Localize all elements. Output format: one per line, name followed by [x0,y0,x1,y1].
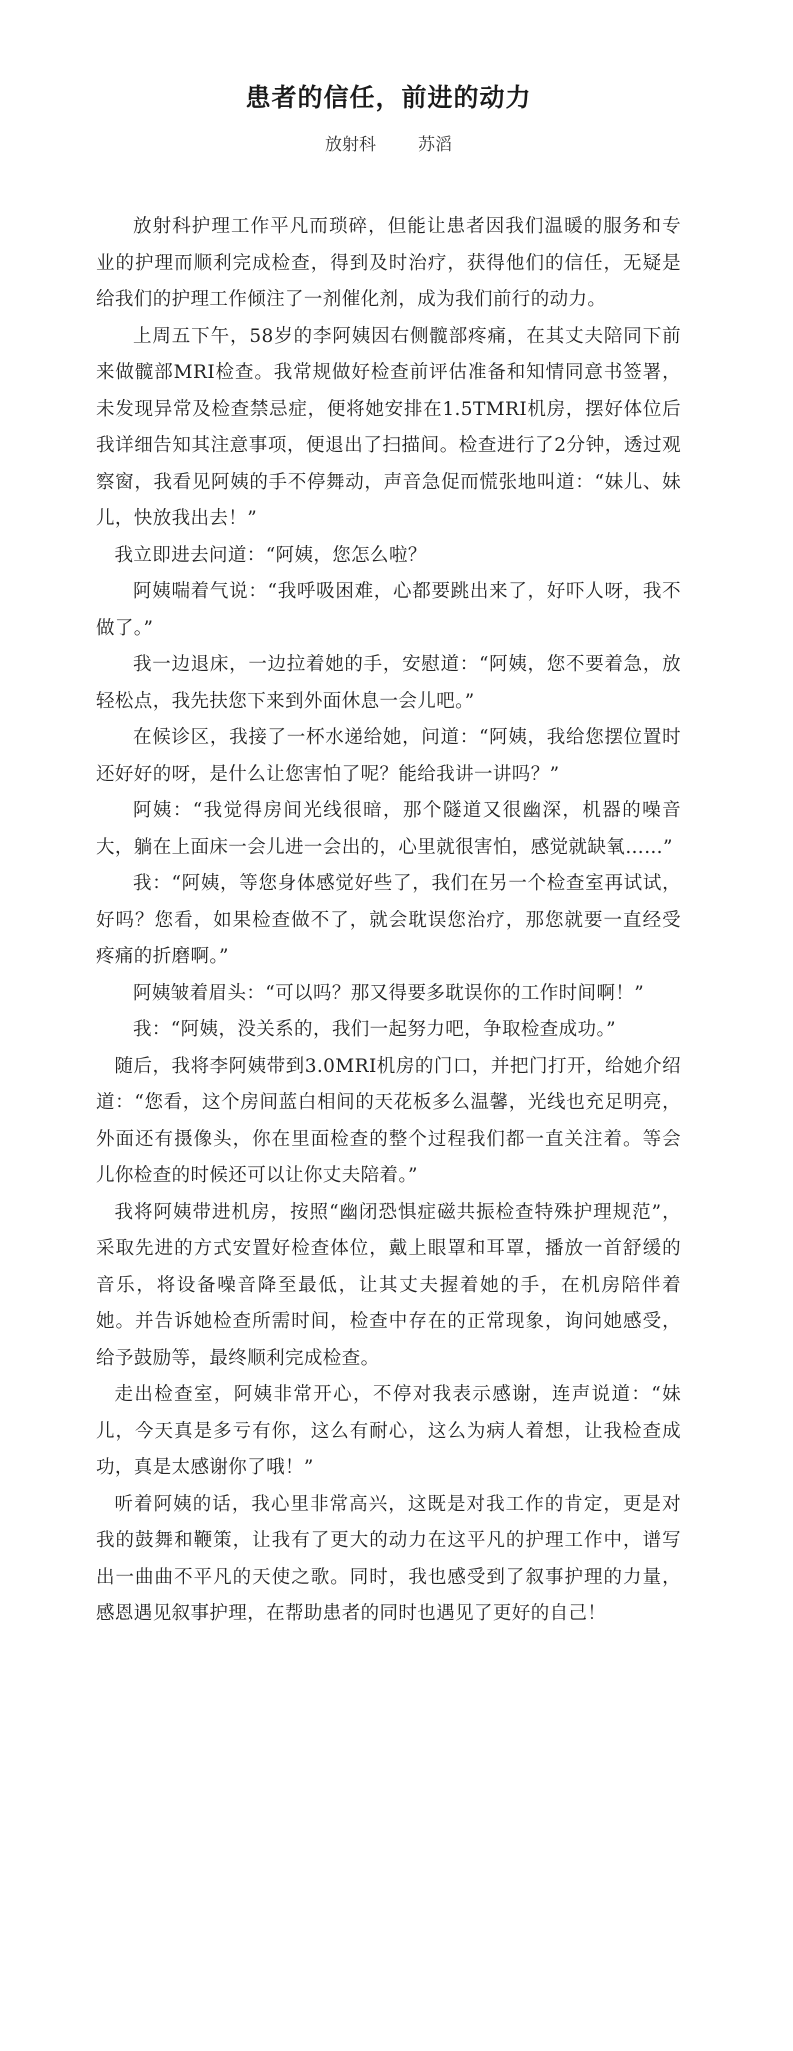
byline-author: 苏滔 [418,135,452,155]
article-title: 患者的信任，前进的动力 [245,83,532,112]
paragraph: 我：“阿姨，等您身体感觉好些了，我们在另一个检查室再试试，好吗？您看，如果检查做不了，就会耽误您治疗，那您就要一直经受疼痛的折磨啊。” [96,873,681,967]
paragraph: 上周五下午，58岁的李阿姨因右侧髋部疼痛，在其丈夫陪同下前来做髋部MRI检查。我常规做好检查前评估准备和知情同意书签署，未发现异常及检查禁忌症，便将她安排在1.5TMRI机房，摆好体位后我详细告知其注意事项，便退出了扫描间。检查进行了2分钟，透过观察窗，我看见阿姨的手不停舞动，声音急促而慌张地叫道：“妹儿、妹儿，快放我出去！” [96,325,681,529]
paragraph: 听着阿姨的话，我心里非常高兴，这既是对我工作的肯定，更是对我的鼓舞和鞭策，让我有了更大的动力在这平凡的护理工作中，谱写出一曲曲不平凡的天使之歌。同时，我也感受到了叙事护理的力量，感恩遇见叙事护理，在帮助患者的同时也遇见了更好的自己！ [96,1493,681,1624]
paragraph: 我一边退床，一边拉着她的手，安慰道：“阿姨，您不要着急，放轻松点，我先扶您下来到外面休息一会儿吧。” [96,654,681,712]
paragraph: 阿姨皱着眉头：“可以吗？那又得要多耽误你的工作时间啊！” [133,982,645,1004]
paragraph: 放射科护理工作平凡而琐碎，但能让患者因我们温暖的服务和专业的护理而顺利完成检查，得到及时治疗，获得他们的信任，无疑是给我们的护理工作倾注了一剂催化剂，成为我们前行的动力。 [96,216,681,310]
byline [96,130,681,155]
paragraph: 我立即进去问道：“阿姨，您怎么啦？ [114,544,427,566]
article-body [96,209,681,1633]
paragraph: 随后，我将李阿姨带到3.0MRI机房的门口，并把门打开，给她介绍道：“您看，这个房间蓝白相间的天花板多么温馨，光线也充足明亮，外面还有摄像头，你在里面检查的整个过程我们都一直关注着。等会儿你检查的时候还可以让你丈夫陪着。” [96,1055,681,1186]
paragraph: 走出检查室，阿姨非常开心，不停对我表示感谢，连声说道：“妹儿，今天真是多亏有你，这么有耐心，这么为病人着想，让我检查成功，真是太感谢你了哦！” [96,1384,681,1478]
byline-department: 放射科 [325,135,376,155]
paragraph: 在候诊区，我接了一杯水递给她，问道：“阿姨，我给您摆位置时还好好的呀，是什么让您害怕了呢？能给我讲一讲吗？” [96,727,681,785]
paragraph: 阿姨：“我觉得房间光线很暗，那个隧道又很幽深，机器的噪音大，躺在上面床一会儿进一会出的，心里就很害怕，感觉就缺氧……” [96,800,681,858]
paragraph: 我：“阿姨，没关系的，我们一起努力吧，争取检查成功。” [133,1019,616,1040]
paragraph: 阿姨喘着气说：“我呼吸困难，心都要跳出来了，好吓人呀，我不做了。” [96,581,681,639]
paragraph: 我将阿姨带进机房，按照“幽闭恐惧症磁共振检查特殊护理规范”，采取先进的方式安置好检查体位，戴上眼罩和耳罩，播放一首舒缓的音乐，将设备噪音降至最低，让其丈夫握着她的手，在机房陪伴着她。并告诉她检查所需时间，检查中存在的正常现象，询问她感受，给予鼓励等，最终顺利完成检查。 [96,1201,681,1369]
